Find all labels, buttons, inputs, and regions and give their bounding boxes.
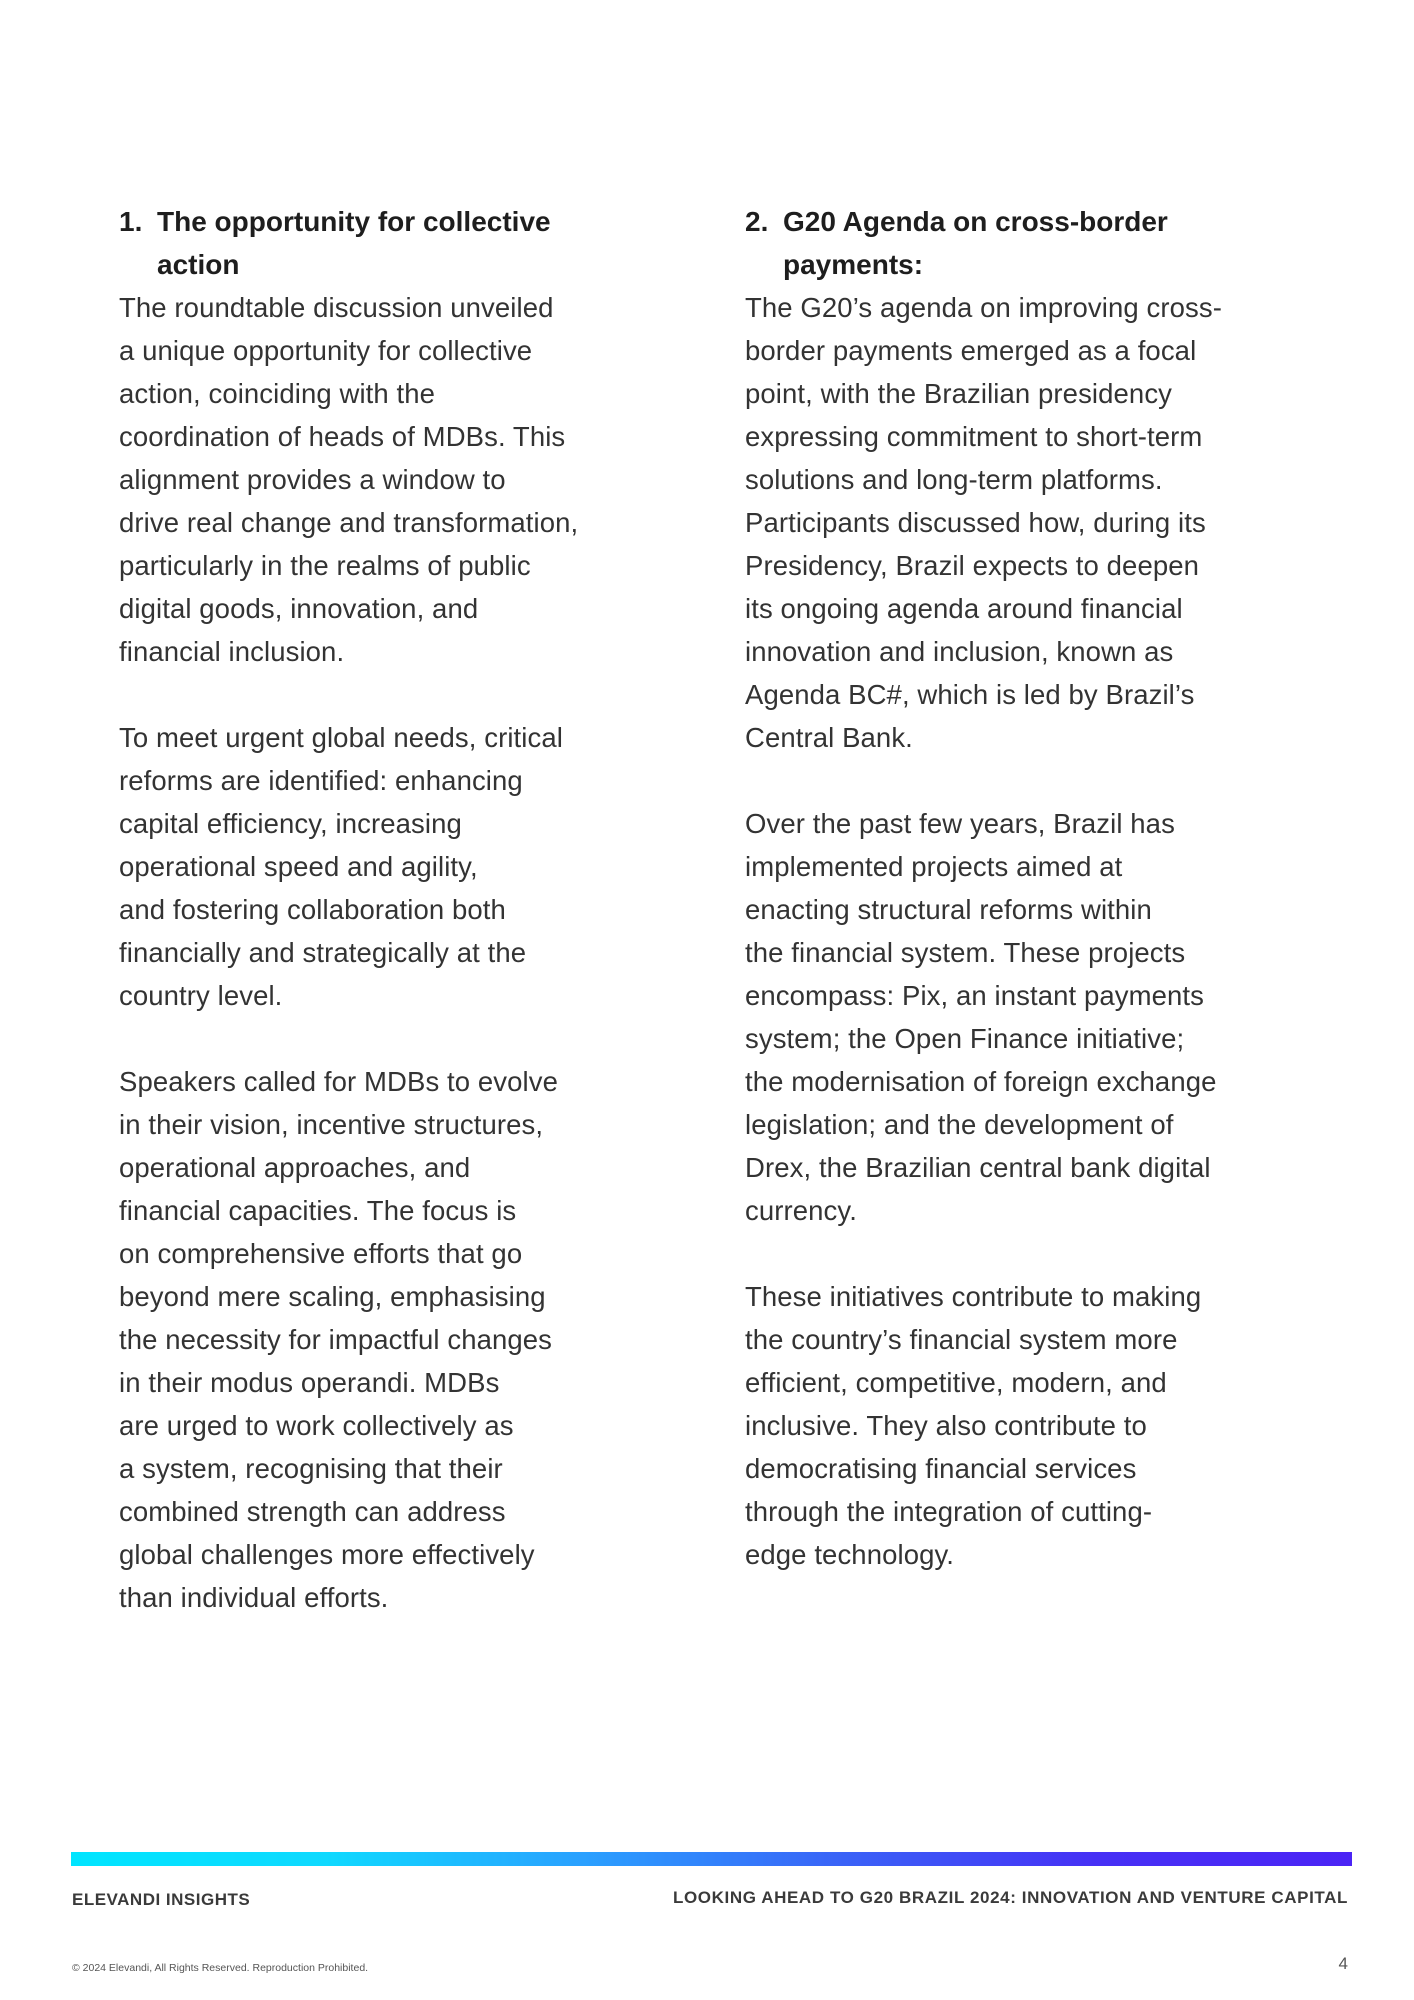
text-line: enacting structural reforms within: [745, 894, 1152, 925]
text-line: the necessity for impactful changes: [119, 1324, 553, 1355]
text-line: Central Bank.: [745, 722, 913, 753]
footer-brand: ELEVANDI INSIGHTS: [72, 1890, 251, 1909]
text-line: encompass: Pix, an instant payments: [745, 980, 1205, 1011]
text-line: a system, recognising that their: [119, 1453, 503, 1484]
section-opportunity-collective-action: [119, 200, 679, 1662]
text-line: efficient, competitive, modern, and: [745, 1367, 1167, 1398]
text-line: Drex, the Brazilian central bank digital: [745, 1152, 1211, 1183]
paragraph: [119, 716, 679, 1017]
text-line: To meet urgent global needs, critical: [119, 722, 563, 753]
paragraph: [119, 1060, 679, 1619]
text-line: financial capacities. The focus is: [119, 1195, 517, 1226]
footer-report-title: LOOKING AHEAD TO G20 BRAZIL 2024: INNOVATION AND VENTURE CAPITAL: [672, 1888, 1348, 1907]
section-heading: [745, 200, 1315, 286]
text-line: legislation; and the development of: [745, 1109, 1174, 1140]
text-line: expressing commitment to short-term: [745, 421, 1203, 452]
text-line: The G20’s agenda on improving cross-: [745, 292, 1222, 323]
text-line: Over the past few years, Brazil has: [745, 808, 1175, 839]
text-line: alignment provides a window to: [119, 464, 506, 495]
text-line: point, with the Brazilian presidency: [745, 378, 1173, 409]
text-line: capital efficiency, increasing: [119, 808, 462, 839]
text-line: a unique opportunity for collective: [119, 335, 533, 366]
text-line: Speakers called for MDBs to evolve: [119, 1066, 559, 1097]
text-line: the modernisation of foreign exchange: [745, 1066, 1217, 1097]
text-line: digital goods, innovation, and: [119, 593, 479, 624]
text-line: solutions and long-term platforms.: [745, 464, 1163, 495]
section-title-line: action: [157, 249, 240, 280]
text-line: reforms are identified: enhancing: [119, 765, 523, 796]
text-line: financial inclusion.: [119, 636, 345, 667]
text-line: coordination of heads of MDBs. This: [119, 421, 566, 452]
text-line: the country’s financial system more: [745, 1324, 1178, 1355]
text-line: in their modus operandi. MDBs: [119, 1367, 500, 1398]
text-line: its ongoing agenda around financial: [745, 593, 1183, 624]
text-line: inclusive. They also contribute to: [745, 1410, 1147, 1441]
section-number: 1.: [119, 206, 143, 237]
text-line: combined strength can address: [119, 1496, 506, 1527]
text-line: currency.: [745, 1195, 857, 1226]
text-line: than individual efforts.: [119, 1582, 389, 1613]
text-line: and fostering collaboration both: [119, 894, 506, 925]
text-line: Presidency, Brazil expects to deepen: [745, 550, 1200, 581]
section-g20-cross-border-payments: [745, 200, 1315, 1619]
text-line: implemented projects aimed at: [745, 851, 1123, 882]
text-line: These initiatives contribute to making: [745, 1281, 1202, 1312]
section-title-line: G20 Agenda on cross-border: [783, 206, 1168, 237]
text-line: border payments emerged as a focal: [745, 335, 1197, 366]
text-line: through the integration of cutting-: [745, 1496, 1153, 1527]
section-title: [783, 200, 1315, 286]
paragraph: [119, 286, 679, 673]
footer-copyright: © 2024 Elevandi, All Rights Reserved. Reproduction Prohibited.: [72, 1962, 369, 1974]
text-line: operational speed and agility,: [119, 851, 478, 882]
text-line: beyond mere scaling, emphasising: [119, 1281, 546, 1312]
section-title: [157, 200, 627, 286]
section-number: 2.: [745, 206, 769, 237]
text-line: the financial system. These projects: [745, 937, 1186, 968]
text-line: edge technology.: [745, 1539, 955, 1570]
section-heading: [119, 200, 679, 286]
text-line: innovation and inclusion, known as: [745, 636, 1174, 667]
text-line: in their vision, incentive structures,: [119, 1109, 544, 1140]
text-line: The roundtable discussion unveiled: [119, 292, 554, 323]
paragraph: [745, 802, 1315, 1232]
text-line: on comprehensive efforts that go: [119, 1238, 523, 1269]
text-line: particularly in the realms of public: [119, 550, 531, 581]
text-line: system; the Open Finance initiative;: [745, 1023, 1185, 1054]
text-line: democratising financial services: [745, 1453, 1137, 1484]
paragraph: [745, 1275, 1315, 1576]
section-title-line: payments:: [783, 249, 924, 280]
text-line: Participants discussed how, during its: [745, 507, 1206, 538]
text-line: financially and strategically at the: [119, 937, 527, 968]
text-line: Agenda BC#, which is led by Brazil’s: [745, 679, 1195, 710]
section-title-line: The opportunity for collective: [157, 206, 551, 237]
text-line: action, coinciding with the: [119, 378, 436, 409]
text-line: country level.: [119, 980, 283, 1011]
text-line: global challenges more effectively: [119, 1539, 535, 1570]
paragraph: [745, 286, 1315, 759]
page-number: 4: [1338, 1954, 1348, 1973]
text-line: drive real change and transformation,: [119, 507, 579, 538]
text-line: operational approaches, and: [119, 1152, 471, 1183]
text-line: are urged to work collectively as: [119, 1410, 514, 1441]
footer-gradient-bar: [71, 1852, 1352, 1866]
